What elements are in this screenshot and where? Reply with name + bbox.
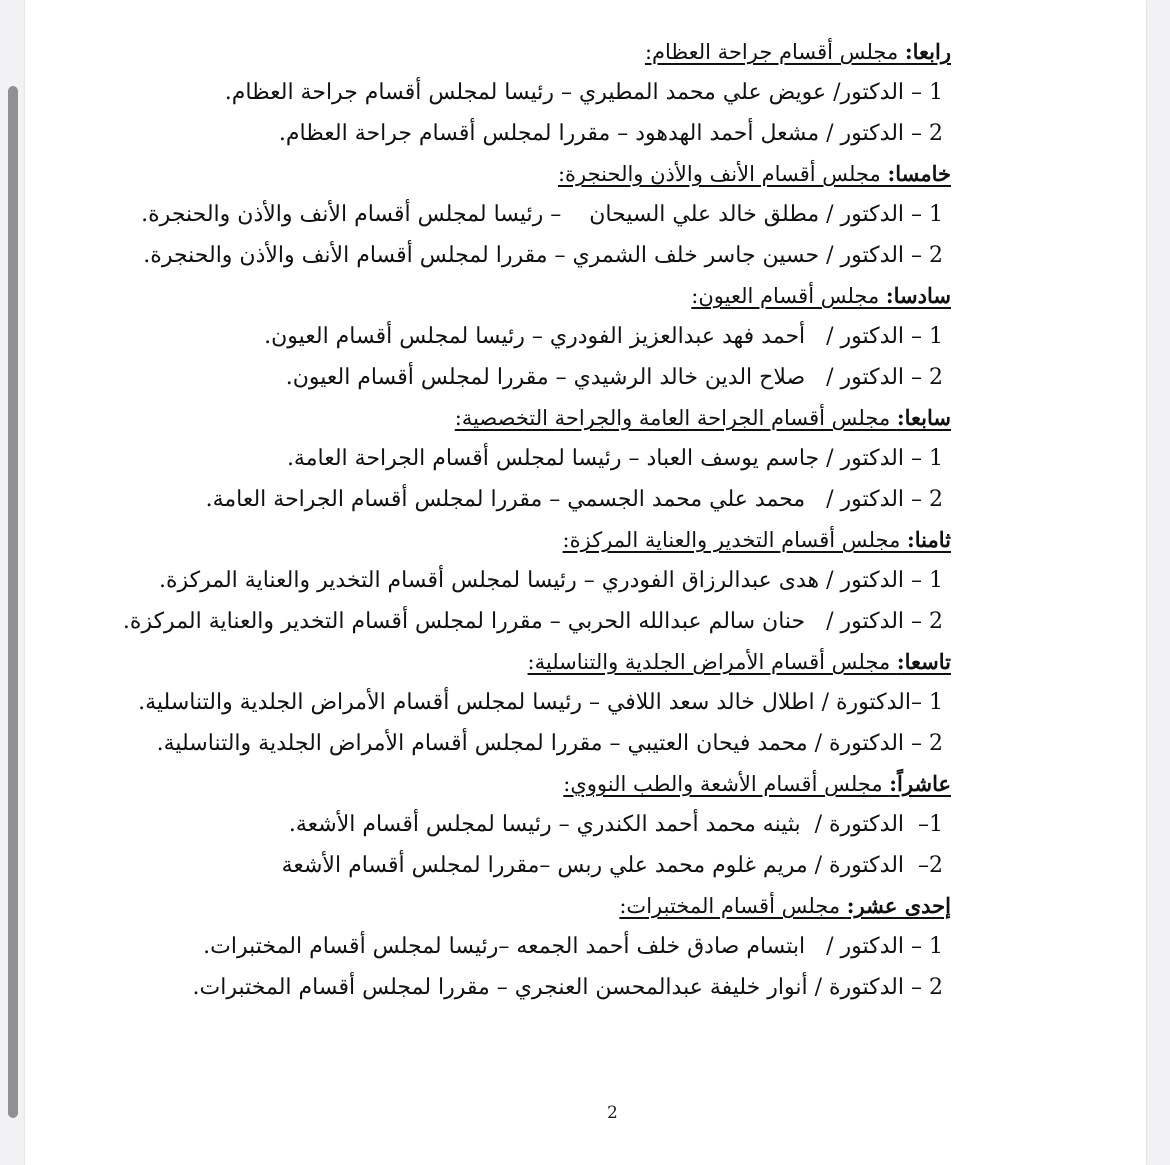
section-ordinal: تاسعا: <box>896 649 951 674</box>
member-entry: 1 –الدكتورة / اطلال خالد سعد اللافي – رئيسا لمجلس أقسام الأمراض الجلدية والتناسلية. <box>138 690 943 715</box>
section-ordinal: عاشراً: <box>889 771 951 796</box>
member-entry: 2 – الدكتور / محمد علي محمد الجسمي – مقررا لمجلس أقسام الجراحة العامة. <box>205 487 943 512</box>
section-title <box>191 282 951 310</box>
section-heading: مجلس أقسام الأنف والأذن والحنجرة: <box>557 162 888 186</box>
member-entry: 1– الدكتورة / بثينه محمد أحمد الكندري – رئيسا لمجلس أقسام الأشعة. <box>288 812 943 837</box>
section-title <box>191 526 951 554</box>
scrollbar-track[interactable] <box>0 0 24 1165</box>
section-title <box>191 38 951 66</box>
member-entry: 1 – الدكتور/ عويض علي محمد المطيري – رئيسا لمجلس أقسام جراحة العظام. <box>224 80 943 105</box>
member-entry: 2 – الدكتورة / أنوار خليفة عبدالمحسن العنجري – مقررا لمجلس أقسام المختبرات. <box>192 975 943 1000</box>
section-11 <box>191 892 951 1002</box>
section-10 <box>191 770 951 880</box>
section-ordinal: ثامنا: <box>907 527 951 552</box>
section-ordinal: رابعا: <box>904 39 951 64</box>
section-8 <box>122 526 951 636</box>
page-number: 2 <box>607 1103 618 1123</box>
section-9 <box>138 648 951 758</box>
member-entry: 1 – الدكتور / جاسم يوسف العباد – رئيسا لمجلس أقسام الجراحة العامة. <box>286 446 943 471</box>
member-entry: 2 – الدكتور / مشعل أحمد الهدهود – مقررا لمجلس أقسام جراحة العظام. <box>278 121 943 146</box>
section-title <box>191 160 951 188</box>
section-heading: مجلس أقسام المختبرات: <box>619 894 847 918</box>
section-title <box>191 404 951 432</box>
member-entry: 1 – الدكتور / هدى عبدالرزاق الفودري – رئيسا لمجلس أقسام التخدير والعناية المركزة. <box>158 568 943 593</box>
section-ordinal: خامسا: <box>887 161 951 186</box>
section-ordinal: سادسا: <box>885 283 951 308</box>
section-ordinal: سابعا: <box>896 405 951 430</box>
member-entry: 1 – الدكتور / مطلق خالد علي السيحان – رئيسا لمجلس أقسام الأنف والأذن والحنجرة. <box>141 202 943 227</box>
member-entry: 2– الدكتورة / مريم غلوم محمد علي ربس –مقررا لمجلس أقسام الأشعة <box>281 853 943 878</box>
section-heading: مجلس أقسام العيون: <box>691 284 886 308</box>
section-title <box>191 770 951 798</box>
member-entry: 2 – الدكتور / صلاح الدين خالد الرشيدي – مقررا لمجلس أقسام العيون. <box>285 365 943 390</box>
section-ordinal: إحدى عشر: <box>846 893 951 918</box>
section-7 <box>191 404 951 514</box>
section-heading: مجلس أقسام جراحة العظام: <box>644 40 905 64</box>
member-entry: 2 – الدكتور / حسين جاسر خلف الشمري – مقررا لمجلس أقسام الأنف والأذن والحنجرة. <box>143 243 943 268</box>
scrollbar-thumb[interactable] <box>8 86 18 1118</box>
section-heading: مجلس أقسام الأمراض الجلدية والتناسلية: <box>527 650 897 674</box>
section-title <box>191 892 951 920</box>
member-entry: 1 – الدكتور / ابتسام صادق خلف أحمد الجمعه –رئيسا لمجلس أقسام المختبرات. <box>203 934 943 959</box>
section-5 <box>141 160 951 270</box>
section-title <box>191 648 951 676</box>
member-entry: 1 – الدكتور / أحمد فهد عبدالعزيز الفودري – رئيسا لمجلس أقسام العيون. <box>264 324 943 349</box>
member-entry: 2 – الدكتور / حنان سالم عبدالله الحربي – مقررا لمجلس أقسام التخدير والعناية المركزة. <box>122 609 943 634</box>
document-content <box>122 38 951 1014</box>
section-heading: مجلس أقسام التخدير والعناية المركزة: <box>562 528 908 552</box>
section-heading: مجلس أقسام الجراحة العامة والجراحة التخصصية: <box>454 406 897 430</box>
section-6 <box>191 282 951 392</box>
section-4 <box>191 38 951 148</box>
section-heading: مجلس أقسام الأشعة والطب النووي: <box>563 772 890 796</box>
document-page <box>25 0 1146 1165</box>
member-entry: 2 – الدكتورة / محمد فيحان العتيبي – مقررا لمجلس أقسام الأمراض الجلدية والتناسلية. <box>156 731 943 756</box>
